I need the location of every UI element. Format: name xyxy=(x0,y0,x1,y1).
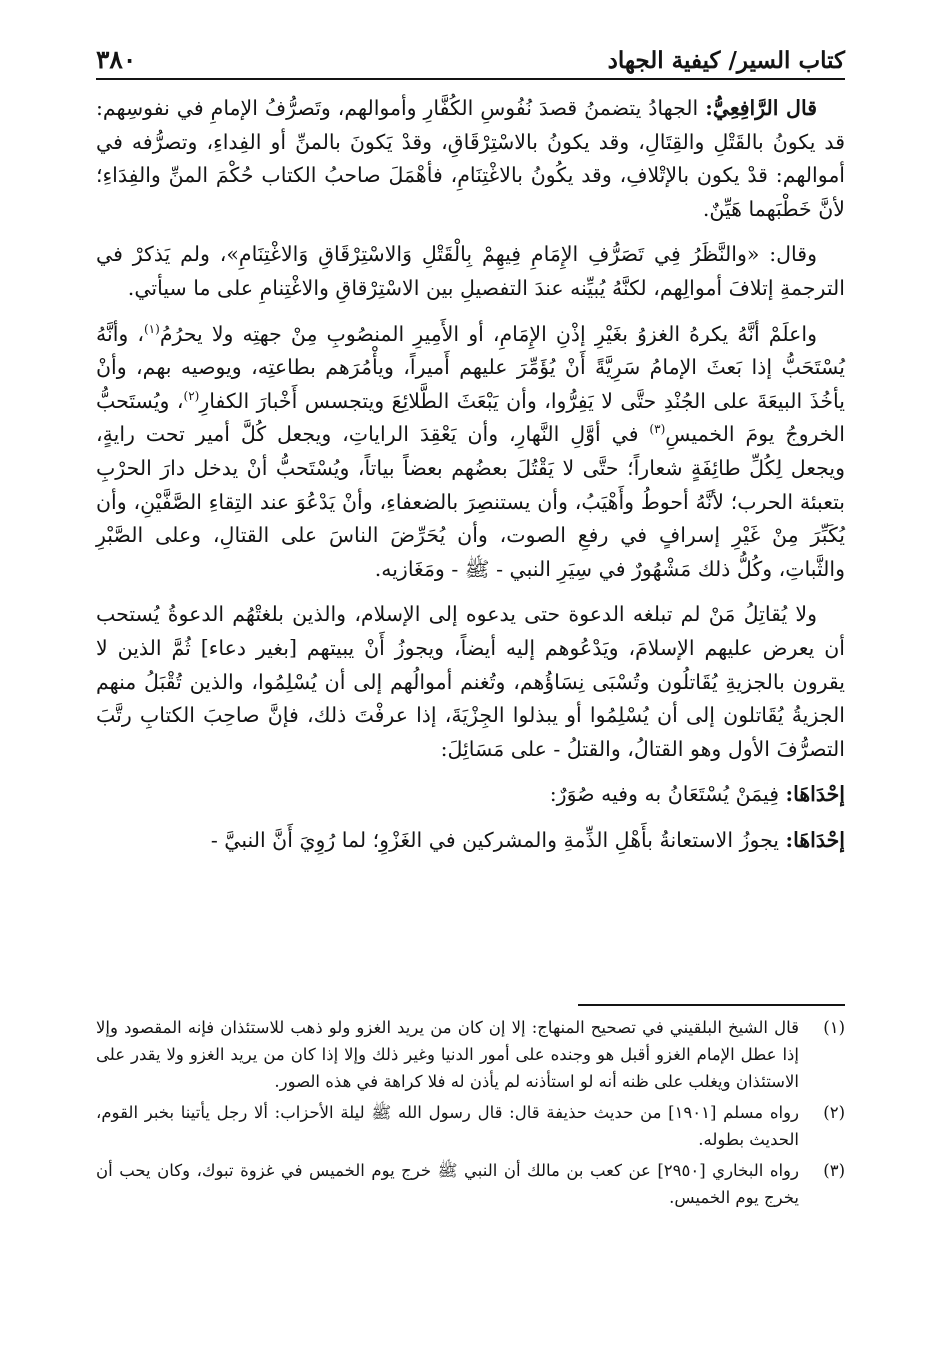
paragraph-lead: إحْدَاهَا: xyxy=(785,782,845,807)
running-title: كتاب السير/ كيفية الجهاد xyxy=(607,47,845,74)
paragraph-4 xyxy=(96,598,845,766)
page-number: ٣٨٠ xyxy=(96,45,137,74)
paragraph-text: ، ويُستَحبُّ الخروجُ يومَ الخميسِ xyxy=(96,388,845,447)
paragraph-1 xyxy=(96,92,845,226)
header-rule xyxy=(96,78,845,80)
footnotes xyxy=(96,1014,845,1215)
paragraph-lead: إحْدَاهَا: xyxy=(785,827,845,852)
paragraph-text: وقال: «والنَّظَرُ فِي تَصَرُّفِ الإِمَامِ فِيهِمْ بِالْقَتْلِ وَالاسْتِرْقَاقِ وَالاغْتِنَامِ»، ولم يَذكرْ في الترجمةِ إتلافَ أموالِهم، لكنَّهُ يُبيِّنه عندَ التفصيلِ بين الاسْتِرْقاقِ والاغْتِنامِ على ما سيأتي. xyxy=(96,242,845,300)
footnote-2 xyxy=(96,1099,845,1153)
footnote-text: رواه البخاري [٢٩٥٠] عن كعب بن مالك أن النبي ﷺ خرج يوم الخميس في غزوة تبوك، وكان يحب أن يخرج يوم الخميس. xyxy=(96,1161,799,1207)
paragraph-6 xyxy=(96,824,845,858)
page-header xyxy=(96,34,845,74)
paragraph-text: واعلَمْ أنَّهُ يكرهُ الغزوُ بغَيْرِ إذْنِ الإِمَامِ، أو الأَمِيرِ المنصُوبِ مِنْ جهتِه ولا يحرُمُ xyxy=(159,321,817,346)
paragraph-text: الجهادُ يتضمنُ قصدَ نُفُوسِ الكُفَّارِ وأموالهم، وتَصرُّفُ الإمامِ في نفوسِهم: قد يكونُ بالقَتْلِ والقِتَالِ، وقد يكونُ بالاسْتِرْقَاقِ، وقدْ يَكونَ بالمنِّ أو الفِداءِ، وتصرُّفه في أموالهم: قدْ يكون بالإتْلافِ، وقد يكُونُ بالاغْتِنَامِ، فأهْمَلَ صاحبُ الكتاب حُكْمَ المنِّ والفِدَاءِ؛ لأنَّ خَطْبَهما هَيِّنٌ. xyxy=(96,96,845,221)
main-text xyxy=(96,92,845,869)
footnote-number: (١) xyxy=(823,1018,845,1037)
paragraph-lead: قال الرَّافِعِيُّ: xyxy=(705,96,818,120)
paragraph-text: يجوزُ الاستعانةُ بأَهْلِ الذِّمةِ والمشركين في الغَزْوِ؛ لما رُوِيَ أَنَّ النبيَّ - xyxy=(210,827,786,852)
footnote-text: قال الشيخ البلقيني في تصحيح المنهاج: إلا إن كان من يريد الغزو ولو ذهب للاستئذان فإنه المقصود وإلا إذا عطل الإمام الغزو أقبل هو وجنده على أمور الدنيا وغير ذلك وإلا إذا كان من يريد الغزو ولا يقدر على الاستئذان ويغلب على ظنه أنه لو استأذنه لم يأذن له فلا كراهة في هذه الصور. xyxy=(96,1018,799,1091)
footnote-ref-1[interactable]: (١) xyxy=(143,321,160,336)
footnote-ref-2[interactable]: (٢) xyxy=(183,388,200,403)
footnote-1 xyxy=(96,1014,845,1095)
paragraph-5 xyxy=(96,778,845,812)
footnote-text: رواه مسلم [١٩٠١] من حديث حذيفة قال: قال رسول الله ﷺ ليلة الأحزاب: ألا رجل يأتينا بخبر القوم، الحديث بطوله. xyxy=(96,1103,800,1149)
paragraph-text: ولا يُقاتِلُ مَنْ لم تبلغه الدعوة حتى يدعوه إلى الإسلام، والذين بلغتْهُم الدعوةُ يُستحب أن يعرض عليهم الإسلامَ، ويَدْعُوهم إليه أيضاً، ويجوزُ أَنْ يبيتهم [بغير دعاء] ثُمَّ الذين لا يقرون بالجزيةِ يُقَاتلُون وتُسْبَى نِسَاؤُهم، وتُغنم أموالُهم إلى أن يُسْلِمُوا، والذين تُقْبَلُ منهم الجزيةُ يُقَاتلون إلى أن يُسْلِمُوا أو يبذلوا الجِزْيَةَ، إذا عرفْتَ ذلك، فإنَّ صاحِبَ الكتابِ رتَّبَ التصرُّفَ الأول وهو القتالُ، والقتلُ - على مَسَائِلَ: xyxy=(96,602,845,761)
footnote-number: (٢) xyxy=(823,1103,845,1122)
paragraph-text: ، وأنَّهُ يُسْتَحَبُّ إذا بَعثَ الإمامُ سَرِيَّةً أَنْ يُؤَمِّرَ عليهم أَميراً، ويأْمُرَهم بطاعتِه، ويوصيه بهم، وأنْ يأخُذَ البيعَةَ على الجُنْدِ حتَّى لا يَفِرُّوا، وأن يَبْعَثَ الطَّلائِعَ ويتجسس أَخْبارَ الكفارِ xyxy=(96,321,845,413)
paragraph-2 xyxy=(96,238,845,305)
footnote-number: (٣) xyxy=(823,1161,845,1180)
paragraph-3 xyxy=(96,318,845,587)
footnote-rule xyxy=(578,1004,845,1006)
paragraph-text: في أوَّلِ النَّهارِ، وأن يَعْقِدَ الراياتِ، ويجعل كُلَّ أمير تحت رايةٍ، ويجعل لِكُلِّ طائِفَةٍ شعاراً؛ حتَّى لا يَقْتُلَ بعضُهم بعضاً بياتاً، ويُسْتَحبُّ أنْ يدخل دارَ الحرْبِ بتعبئة الحرب؛ لأنَّهُ أحوطُ وأَهْيَبُ، وأن يستنصِرَ بالضعفاءِ، وأنْ يَدْعُوَ عند التِقاءِ الصَّفَّيْنِ، وأن يُكَبِّرَ مِنْ غَيْرِ إسرافٍ في رفعِ الصوت، وأن يُحَرِّضَ الناسَ على القتالِ، وعلى الصَّبْرِ والثَّباتِ، وكُلُّ ذلك مَشْهُورٌ في سِيَرِ النبي - ﷺ - ومَغَازيه. xyxy=(96,422,845,581)
paragraph-text: فِيمَنْ يُسْتَعَانُ به وفيه صُوَرٌ: xyxy=(549,782,786,807)
footnote-ref-3[interactable]: (٣) xyxy=(649,422,666,437)
footnote-3 xyxy=(96,1157,845,1211)
